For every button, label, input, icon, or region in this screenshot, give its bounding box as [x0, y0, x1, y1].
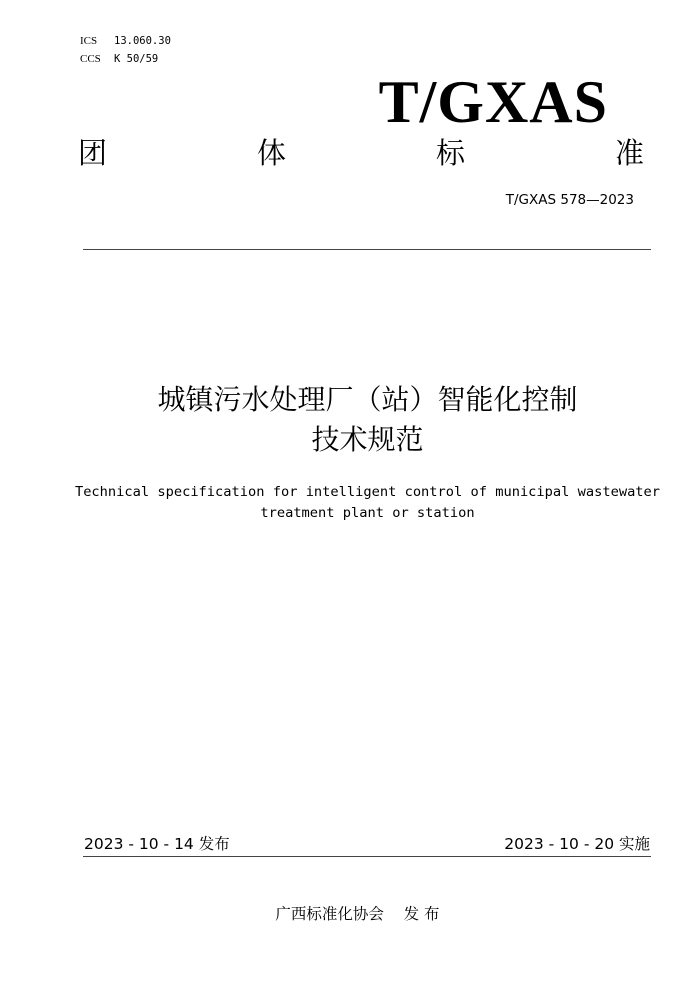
organization-logo: T/GXAS: [378, 69, 608, 135]
standard-type-char: 标: [435, 136, 465, 170]
title-cn-line1: 城镇污水处理厂（站）智能化控制: [157, 383, 578, 416]
standard-number: T/GXAS 578—2023: [505, 192, 634, 208]
standard-type-char: 体: [256, 136, 286, 170]
ccs-label: CCS: [80, 53, 101, 65]
ccs-row: [80, 52, 158, 66]
ics-label: ICS: [80, 35, 98, 47]
ccs-code: K 50/59: [114, 53, 159, 65]
title-en-line2: treatment plant or station: [260, 505, 475, 521]
issue-date: 2023 - 10 - 14 发布: [84, 835, 230, 853]
title-en-line1: Technical specification for intelligent control of municipal wastewater: [74, 484, 661, 500]
title-cn-line2: 技术规范: [311, 423, 424, 456]
standard-type-heading: [78, 134, 644, 174]
publisher-line: 广西标准化协会 发 布: [275, 905, 440, 923]
ics-row: [80, 34, 171, 48]
footer-divider: [83, 856, 651, 857]
standard-type-char: 准: [614, 136, 644, 170]
header-divider: [83, 249, 651, 250]
implementation-date: 2023 - 10 - 20 实施: [504, 835, 650, 853]
standard-type-char: 团: [78, 136, 108, 170]
ics-code: 13.060.30: [114, 35, 171, 47]
